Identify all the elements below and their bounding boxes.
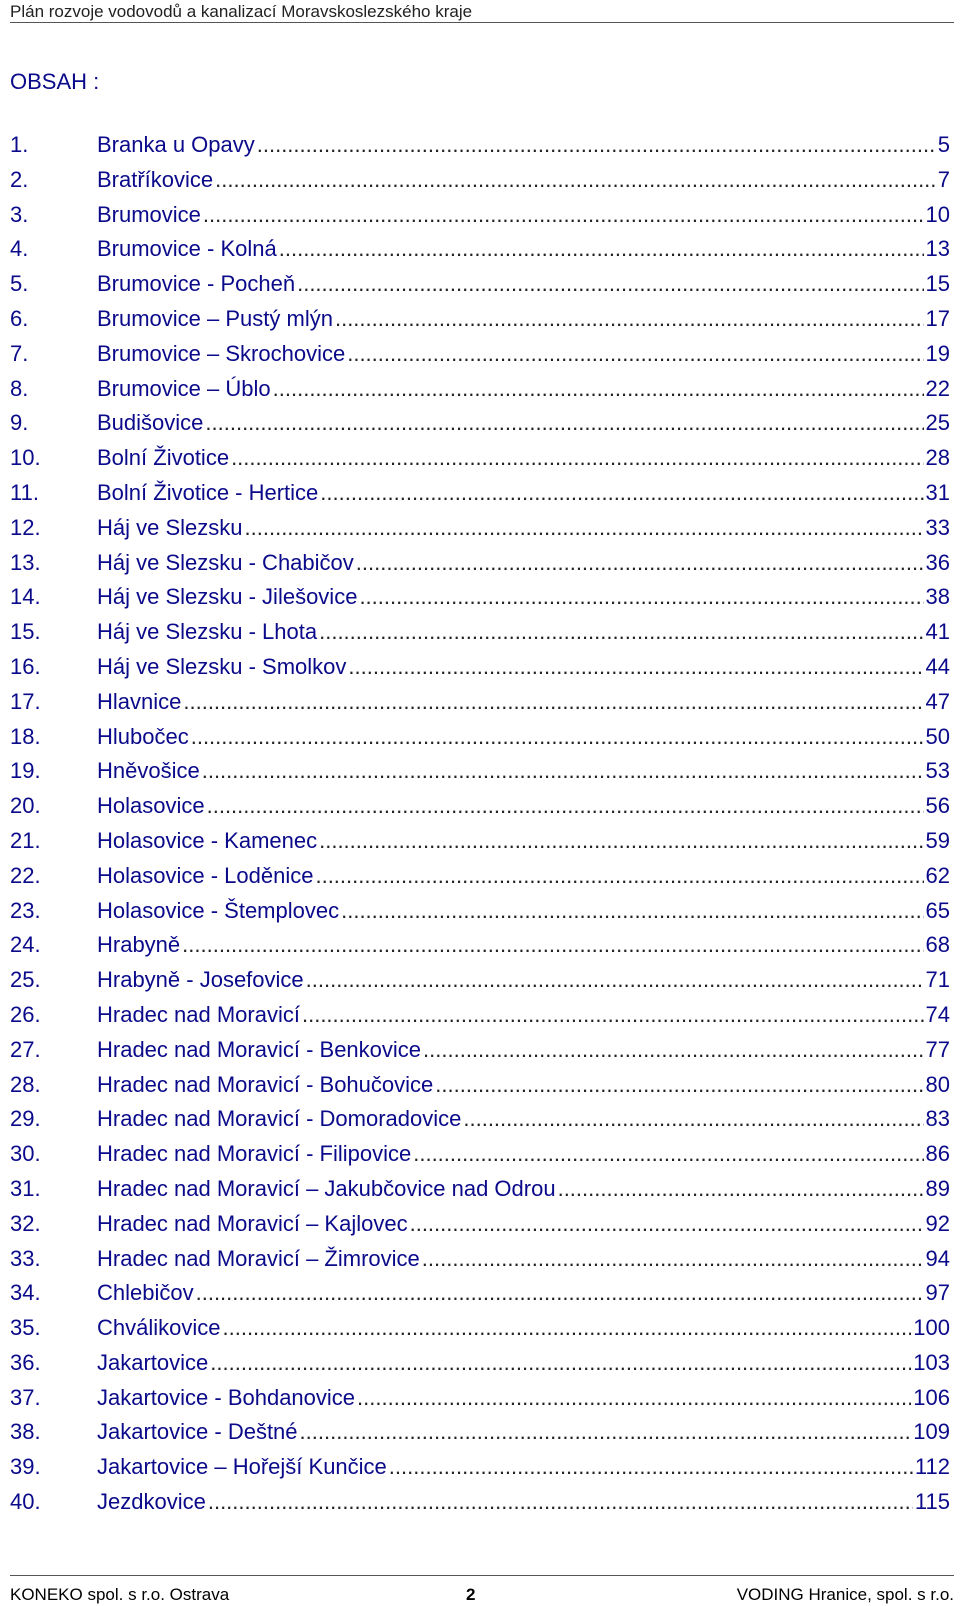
toc-entry-page[interactable]: 89 xyxy=(925,1175,950,1201)
toc-entry-page[interactable]: 106 xyxy=(913,1384,950,1410)
toc-entry-number: 8. xyxy=(10,375,29,401)
toc-dot-leader xyxy=(306,965,924,995)
toc-entry[interactable] xyxy=(10,652,950,687)
toc-dot-leader xyxy=(359,582,923,612)
toc-entry-number: 9. xyxy=(10,410,29,436)
toc-entry[interactable] xyxy=(10,339,950,374)
toc-entry-page[interactable]: 36 xyxy=(925,549,950,575)
toc-entry[interactable] xyxy=(10,826,950,861)
toc-dot-leader xyxy=(208,1487,913,1517)
toc-dot-leader xyxy=(422,1244,924,1274)
toc-entry[interactable] xyxy=(10,1104,950,1139)
toc-entry-title[interactable]: Hrabyně - Josefovice xyxy=(97,967,304,993)
page-footer xyxy=(10,1575,954,1606)
toc-entry[interactable] xyxy=(10,1278,950,1313)
toc-entry-number: 29. xyxy=(10,1106,41,1132)
toc-entry-title[interactable]: Brumovice - Pocheň xyxy=(97,271,296,297)
toc-entry-number: 10. xyxy=(10,445,41,471)
toc-entry-page[interactable]: 15 xyxy=(925,271,950,297)
toc-entry-page[interactable]: 80 xyxy=(925,1071,950,1097)
toc-entry-number: 21. xyxy=(10,827,41,853)
toc-entry-number: 39. xyxy=(10,1454,41,1480)
toc-dot-leader xyxy=(297,269,923,299)
toc-entry-number: 7. xyxy=(10,340,29,366)
toc-entry[interactable] xyxy=(10,200,950,235)
toc-dot-leader xyxy=(203,200,924,230)
toc-entry-title[interactable]: Holasovice xyxy=(97,793,205,819)
toc-entry-number: 37. xyxy=(10,1384,41,1410)
toc-dot-leader xyxy=(245,513,924,543)
toc-entry[interactable] xyxy=(10,1383,950,1418)
toc-dot-leader xyxy=(215,165,936,195)
toc-dot-leader xyxy=(357,1383,911,1413)
toc-entry-title[interactable]: Chlebičov xyxy=(97,1280,194,1306)
toc-entry[interactable] xyxy=(10,1174,950,1209)
toc-entry-title[interactable]: Bolní Životice xyxy=(97,445,230,471)
toc-entry-page[interactable]: 44 xyxy=(925,653,950,679)
toc-entry-page[interactable]: 92 xyxy=(925,1210,950,1236)
toc-entry-number: 27. xyxy=(10,1036,41,1062)
toc-entry-title[interactable]: Hradec nad Moravicí - Filipovice xyxy=(97,1141,412,1167)
toc-entry-number: 31. xyxy=(10,1175,41,1201)
toc-dot-leader xyxy=(319,826,923,856)
toc-entry-number: 4. xyxy=(10,236,29,262)
toc-entry-number: 12. xyxy=(10,514,41,540)
toc-entry[interactable] xyxy=(10,1244,950,1279)
toc-entry-number: 40. xyxy=(10,1489,41,1515)
toc-entry[interactable] xyxy=(10,1070,950,1105)
toc-entry[interactable] xyxy=(10,582,950,617)
toc-entry-number: 28. xyxy=(10,1071,41,1097)
toc-entry-title[interactable]: Bolní Životice - Hertice xyxy=(97,479,319,505)
toc-entry[interactable] xyxy=(10,617,950,652)
toc-entry[interactable] xyxy=(10,130,950,165)
toc-entry-title[interactable]: Hradec nad Moravicí – Kajlovec xyxy=(97,1210,408,1236)
toc-entry-title[interactable]: Jezdkovice xyxy=(97,1489,206,1515)
toc-entry[interactable] xyxy=(10,756,950,791)
toc-entry-number: 38. xyxy=(10,1419,41,1445)
toc-dot-leader xyxy=(423,1035,923,1065)
toc-entry-page[interactable]: 65 xyxy=(925,897,950,923)
document-title: Plán rozvoje vodovodů a kanalizací Moravskoslezského kraje xyxy=(10,2,473,21)
toc-entry[interactable] xyxy=(10,930,950,965)
toc-entry-number: 30. xyxy=(10,1141,41,1167)
toc-entry-page[interactable]: 68 xyxy=(925,932,950,958)
toc-entry[interactable] xyxy=(10,965,950,1000)
toc-dot-leader xyxy=(202,756,924,786)
toc-entry[interactable] xyxy=(10,791,950,826)
toc-entry-page[interactable]: 62 xyxy=(925,862,950,888)
toc-entry-title[interactable]: Brumovice – Úblo xyxy=(97,375,271,401)
toc-entry-title[interactable]: Bratříkovice xyxy=(97,166,214,192)
toc-entry-page[interactable]: 47 xyxy=(925,688,950,714)
toc-entry-title[interactable]: Jakartovice xyxy=(97,1349,209,1375)
toc-entry-title[interactable]: Holasovice - Loděnice xyxy=(97,862,314,888)
toc-entry-title[interactable]: Budišovice xyxy=(97,410,204,436)
toc-entry-title[interactable]: Jakartovice – Hořejší Kunčice xyxy=(97,1454,387,1480)
toc-entry-page[interactable]: 71 xyxy=(925,967,950,993)
toc-entry-number: 35. xyxy=(10,1315,41,1341)
toc-entry-number: 14. xyxy=(10,584,41,610)
toc-entry-title[interactable]: Branka u Opavy xyxy=(97,132,255,157)
toc-entry-title[interactable]: Hlubočec xyxy=(97,723,189,749)
toc-entry-number: 36. xyxy=(10,1349,41,1375)
toc-entry-title[interactable]: Brumovice xyxy=(97,201,201,227)
toc-entry-number: 5. xyxy=(10,271,29,297)
toc-entry-page[interactable]: 83 xyxy=(925,1106,950,1132)
toc-entry[interactable] xyxy=(10,722,950,757)
toc-dot-leader xyxy=(356,548,924,578)
toc-entry-number: 13. xyxy=(10,549,41,575)
toc-entry-title[interactable]: Jakartovice - Bohdanovice xyxy=(97,1384,356,1410)
toc-dot-leader xyxy=(182,930,923,960)
toc-entry-number: 32. xyxy=(10,1210,41,1236)
toc-entry[interactable] xyxy=(10,513,950,548)
footer-company-left: KONEKO spol. s r.o. Ostrava xyxy=(10,1585,230,1604)
toc-dot-leader xyxy=(335,304,924,334)
toc-entry-title[interactable]: Brumovice – Skrochovice xyxy=(97,340,346,366)
toc-entry-title[interactable]: Hradec nad Moravicí – Jakubčovice nad Odrou xyxy=(97,1175,556,1201)
toc-entry[interactable] xyxy=(10,1417,950,1452)
toc-entry-page[interactable]: 33 xyxy=(925,514,950,540)
toc-entry-number: 19. xyxy=(10,758,41,784)
toc-entry-title[interactable]: Brumovice - Kolná xyxy=(97,236,277,262)
toc-dot-leader xyxy=(341,896,923,926)
toc-entry[interactable] xyxy=(10,374,950,409)
toc-entry-page[interactable]: 100 xyxy=(913,1315,950,1341)
toc-entry-page[interactable]: 112 xyxy=(914,1454,950,1480)
toc-dot-leader xyxy=(207,791,924,821)
toc-entry-title[interactable]: Hněvošice xyxy=(97,758,200,784)
toc-entry-page[interactable]: 28 xyxy=(925,445,950,471)
toc-entry-page[interactable]: 13 xyxy=(925,236,950,262)
toc-entry-title[interactable]: Hrabyně xyxy=(97,932,181,958)
toc-entry-title[interactable]: Háj ve Slezsku - Chabičov xyxy=(97,549,354,575)
toc-entry-page[interactable]: 115 xyxy=(914,1489,950,1515)
toc-entry-title[interactable]: Háj ve Slezsku - Lhota xyxy=(97,619,318,645)
toc-dot-leader xyxy=(319,617,923,647)
toc-dot-leader xyxy=(300,1417,912,1447)
toc-entry-number: 2. xyxy=(10,166,29,192)
toc-dot-leader xyxy=(320,478,923,508)
toc-entry-page[interactable]: 53 xyxy=(925,758,950,784)
toc-entry-number: 20. xyxy=(10,793,41,819)
toc-dot-leader xyxy=(413,1139,923,1169)
toc-entry-title[interactable]: Hradec nad Moravicí – Žimrovice xyxy=(97,1245,420,1271)
toc-entry-title[interactable]: Hradec nad Moravicí - Domoradovice xyxy=(97,1106,462,1132)
toc-entry-number: 24. xyxy=(10,932,41,958)
toc-entry[interactable] xyxy=(10,861,950,896)
toc-entry-number: 22. xyxy=(10,862,41,888)
toc-dot-leader xyxy=(279,234,924,264)
toc-entry-page[interactable]: 103 xyxy=(913,1349,950,1375)
toc-entry-title[interactable]: Holasovice - Štemplovec xyxy=(97,897,340,923)
toc-entry-page[interactable]: 10 xyxy=(925,201,950,227)
toc-entry-page[interactable]: 94 xyxy=(925,1245,950,1271)
table-of-contents xyxy=(10,130,950,1522)
toc-entry-number: 23. xyxy=(10,897,41,923)
toc-entry-number: 18. xyxy=(10,723,41,749)
toc-entry-page[interactable]: 109 xyxy=(913,1419,950,1445)
toc-entry-page[interactable]: 97 xyxy=(925,1280,950,1306)
toc-entry[interactable] xyxy=(10,1209,950,1244)
page-header xyxy=(10,0,954,23)
toc-entry-number: 11. xyxy=(10,479,39,505)
toc-entry-number: 17. xyxy=(10,688,41,714)
toc-entry[interactable] xyxy=(10,896,950,931)
toc-entry-title[interactable]: Hradec nad Moravicí xyxy=(97,1001,300,1027)
toc-entry[interactable] xyxy=(10,548,950,583)
toc-entry[interactable] xyxy=(10,408,950,443)
toc-entry[interactable] xyxy=(10,478,950,513)
toc-entry-number: 15. xyxy=(10,619,41,645)
toc-entry-page[interactable]: 22 xyxy=(925,375,950,401)
toc-entry[interactable] xyxy=(10,269,950,304)
toc-entry-number: 34. xyxy=(10,1280,41,1306)
toc-dot-leader xyxy=(463,1104,923,1134)
toc-entry-page[interactable]: 59 xyxy=(925,827,950,853)
toc-entry-title[interactable]: Holasovice - Kamenec xyxy=(97,827,318,853)
toc-dot-leader xyxy=(231,443,923,473)
toc-dot-leader xyxy=(558,1174,924,1204)
toc-entry[interactable] xyxy=(10,443,950,478)
toc-entry-title[interactable]: Brumovice – Pustý mlýn xyxy=(97,305,333,331)
toc-entry-page[interactable]: 50 xyxy=(925,723,950,749)
toc-dot-leader xyxy=(257,130,936,160)
toc-entry-page[interactable]: 19 xyxy=(925,340,950,366)
toc-entry-number: 3. xyxy=(10,201,29,227)
toc-entry-number: 6. xyxy=(10,305,29,331)
toc-entry[interactable] xyxy=(10,234,950,269)
toc-entry[interactable] xyxy=(10,304,950,339)
toc-dot-leader xyxy=(210,1348,911,1378)
toc-entry[interactable] xyxy=(10,1487,950,1522)
toc-entry-page[interactable]: 77 xyxy=(925,1036,950,1062)
toc-entry-number: 1. xyxy=(10,132,29,157)
toc-dot-leader xyxy=(347,339,923,369)
toc-entry[interactable] xyxy=(10,1452,950,1487)
toc-entry-page[interactable]: 7 xyxy=(937,166,950,192)
toc-entry-page[interactable]: 86 xyxy=(925,1141,950,1167)
toc-dot-leader xyxy=(435,1070,923,1100)
toc-entry-page[interactable]: 17 xyxy=(925,305,950,331)
toc-entry-title[interactable]: Hradec nad Moravicí - Benkovice xyxy=(97,1036,422,1062)
toc-entry-title[interactable]: Hradec nad Moravicí - Bohučovice xyxy=(97,1071,434,1097)
toc-entry[interactable] xyxy=(10,1139,950,1174)
toc-dot-leader xyxy=(196,1278,924,1308)
toc-entry-title[interactable]: Háj ve Slezsku - Jilešovice xyxy=(97,584,358,610)
toc-entry[interactable] xyxy=(10,165,950,200)
toc-dot-leader xyxy=(302,1000,924,1030)
toc-entry[interactable] xyxy=(10,1035,950,1070)
toc-dot-leader xyxy=(348,652,923,682)
toc-entry-number: 16. xyxy=(10,653,41,679)
toc-dot-leader xyxy=(315,861,923,891)
toc-entry-number: 26. xyxy=(10,1001,41,1027)
toc-entry-page[interactable]: 56 xyxy=(925,793,950,819)
toc-entry[interactable] xyxy=(10,1000,950,1035)
toc-entry-number: 25. xyxy=(10,967,41,993)
toc-dot-leader xyxy=(205,408,923,438)
toc-dot-leader xyxy=(191,722,924,752)
toc-entry-page[interactable]: 31 xyxy=(925,479,950,505)
toc-dot-leader xyxy=(389,1452,913,1482)
toc-entry-title[interactable]: Jakartovice - Deštné xyxy=(97,1419,298,1445)
toc-entry[interactable] xyxy=(10,687,950,722)
toc-entry-page[interactable]: 74 xyxy=(925,1001,950,1027)
toc-entry-title[interactable]: Hlavnice xyxy=(97,688,182,714)
toc-dot-leader xyxy=(223,1313,912,1343)
page-number: 2 xyxy=(466,1585,476,1604)
footer-company-right: VODING Hranice, spol. s r.o. xyxy=(736,1585,954,1604)
toc-entry-title[interactable]: Háj ve Slezsku - Smolkov xyxy=(97,653,347,679)
toc-entry[interactable] xyxy=(10,1313,950,1348)
toc-entry-page[interactable]: 41 xyxy=(925,619,950,645)
toc-dot-leader xyxy=(410,1209,924,1239)
toc-entry-page[interactable]: 38 xyxy=(925,584,950,610)
toc-dot-leader xyxy=(183,687,923,717)
toc-heading: OBSAH : xyxy=(10,69,100,94)
toc-entry-page[interactable]: 5 xyxy=(937,132,950,157)
toc-dot-leader xyxy=(273,374,924,404)
toc-entry-number: 33. xyxy=(10,1245,41,1271)
toc-entry[interactable] xyxy=(10,1348,950,1383)
toc-entry-page[interactable]: 25 xyxy=(925,410,950,436)
toc-entry-title[interactable]: Háj ve Slezsku xyxy=(97,514,243,540)
toc-entry-title[interactable]: Chválikovice xyxy=(97,1315,221,1341)
